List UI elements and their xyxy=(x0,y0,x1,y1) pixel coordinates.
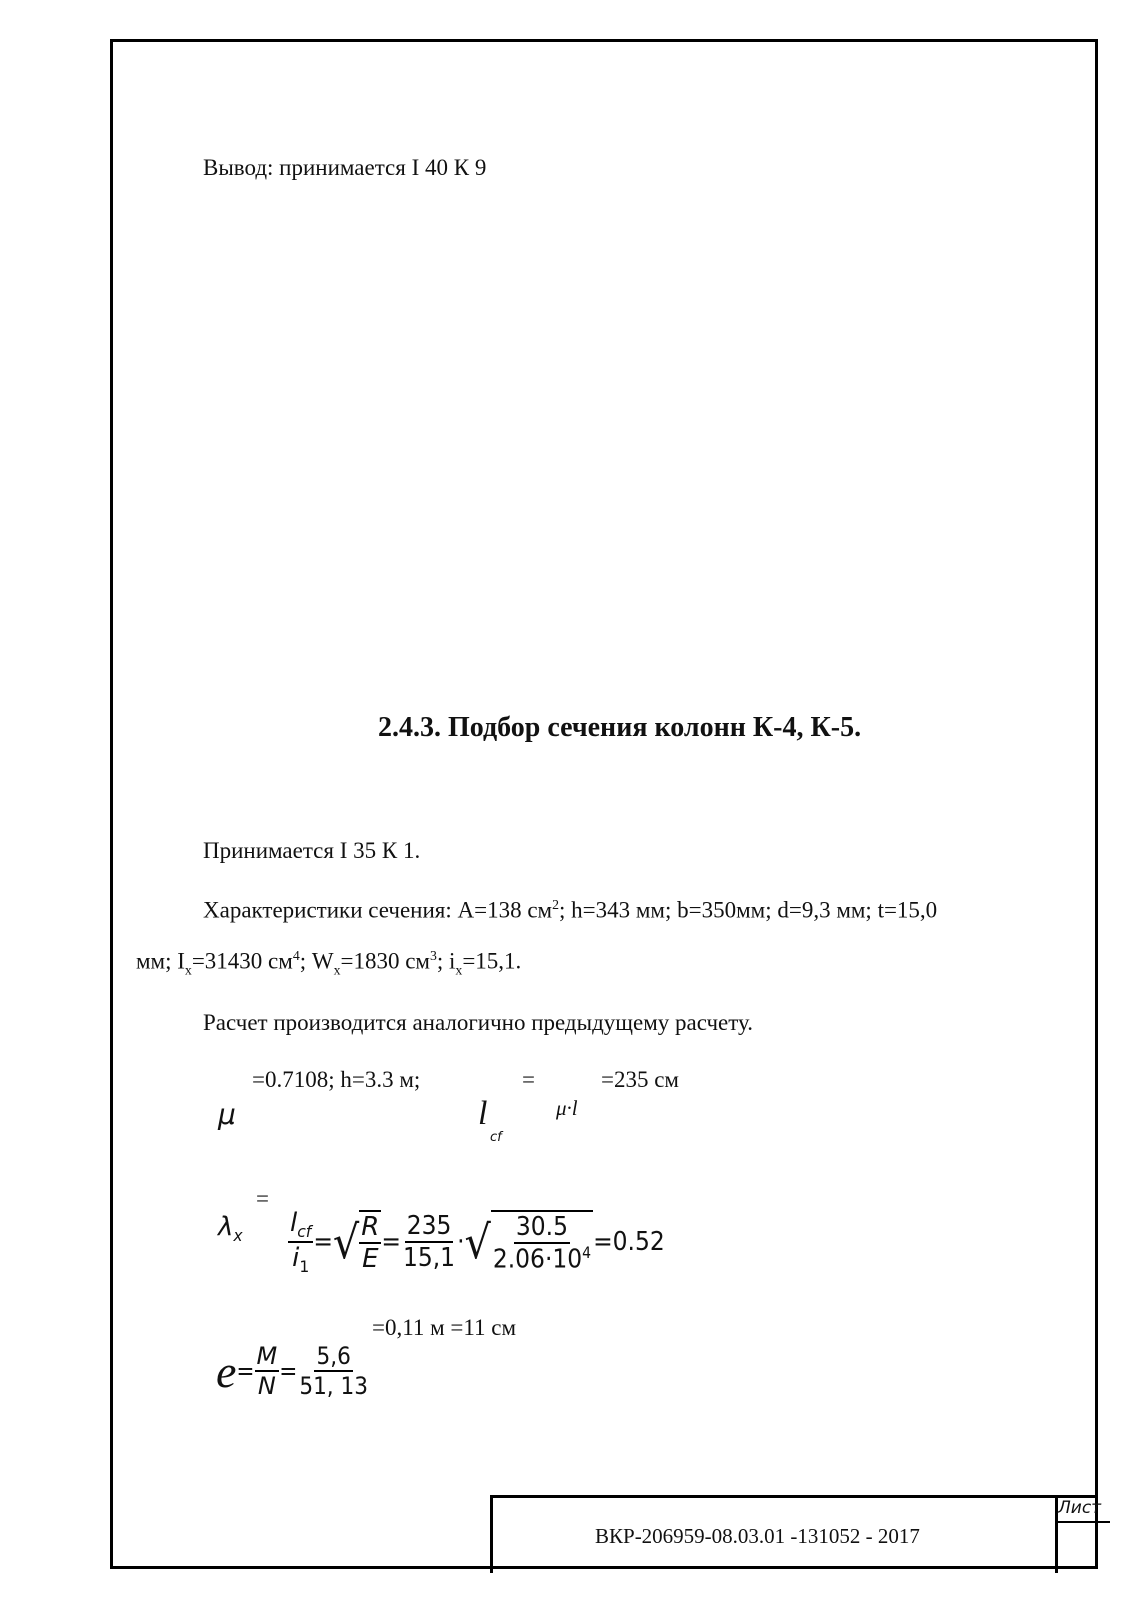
title-block-left-border xyxy=(490,1495,493,1573)
section-heading: 2.4.3. Подбор сечения колонн К-4, К-5. xyxy=(378,712,862,743)
accepted-text: Принимается I 35 К 1. xyxy=(203,838,421,863)
sheet-label-underline xyxy=(1055,1521,1110,1523)
page-frame xyxy=(110,39,1098,1569)
sheet-label: Лист xyxy=(1058,1498,1102,1518)
conclusion-text: Вывод: принимается I 40 К 9 xyxy=(203,155,487,180)
mu-symbol: μ xyxy=(218,1098,236,1131)
document-code: ВКР-206959-08.03.01 -131052 - 2017 xyxy=(595,1524,920,1548)
e-result: =0,11 м =11 см xyxy=(372,1315,517,1340)
characteristics-line-1: Характеристики сечения: А=138 $см^2$; h=343 мм; b=350мм; d=9,3 мм; t=15,0 xyxy=(203,897,938,923)
characteristics-line-2: мм; $I_x=31430$ $см^4$; $W_x=1830$ $см^3$; $i_x=15,1$. xyxy=(136,948,522,978)
mu-l-product: μ·l xyxy=(556,1096,578,1120)
lambda-equals-top: = xyxy=(256,1186,269,1211)
sqrt-ry-over-e: √ $\frac{30.5}{2.06\cdot 10^4}$ xyxy=(464,1211,592,1275)
calc-note: Расчет производится аналогично предыдущему расчету. xyxy=(203,1010,753,1035)
l-cf-equals: = xyxy=(522,1067,535,1092)
lambda-formula: $\frac{l_{cf}}{i_1}$ = √ $\frac{R}{E}$ = $\frac{235}{15,1}$ · √ $\frac{30.5}{2.06\cdot 10^4}$ =0.52 xyxy=(290,1208,665,1277)
sqrt-r-over-e: √ $\frac{R}{E}$ xyxy=(332,1212,380,1275)
e-formula: e = $\frac{M}{N}$ = $\frac{5,6}{51, 13}$ xyxy=(216,1342,368,1400)
l-cf-subscript: cf xyxy=(490,1130,502,1145)
235-over-15-1-fraction: $\frac{235}{15,1}$ xyxy=(402,1211,456,1274)
lcf-over-i1-fraction: $\frac{l_{cf}}{i_1}$ xyxy=(290,1208,312,1277)
lambda-symbol: $\lambda_x$ xyxy=(218,1212,243,1246)
l-cf-symbol: l xyxy=(478,1095,488,1132)
l-cf-result: =235 см xyxy=(601,1067,679,1092)
mu-value-text: =0.7108; h=3.3 м; xyxy=(252,1067,421,1092)
